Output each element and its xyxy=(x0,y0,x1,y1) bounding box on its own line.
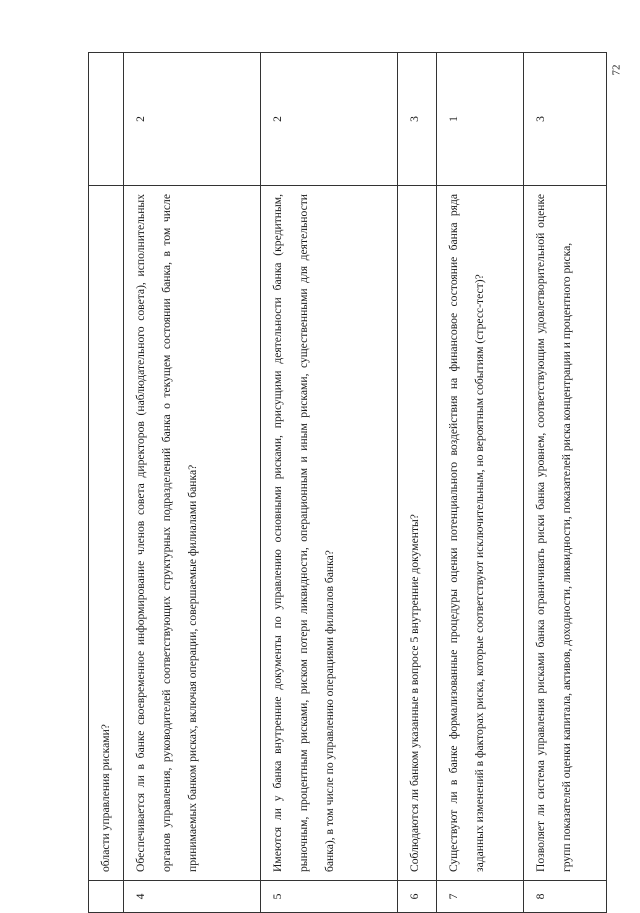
table-row xyxy=(524,53,607,913)
row-number-cell: 6 xyxy=(398,881,437,913)
score-cell: 3 xyxy=(398,53,437,186)
score-cell: 2 xyxy=(261,53,398,186)
questionnaire-table xyxy=(88,52,607,913)
table-row xyxy=(437,53,524,913)
table-row xyxy=(261,53,398,913)
question-cell: Обеспечивается ли в банке своевременное информирование членов совета директоров (наблюдательного совета), исполнительных органов управления, руководителей соответствующих структурных подразделений банка о текущем состоянии банка, в том числе принимаемых банком рисках, включая операции, совершаемые филиалами банка? xyxy=(124,186,261,881)
question-cell: области управления рисками? xyxy=(89,186,124,881)
row-number-cell: 5 xyxy=(261,881,398,913)
page-number: 72 xyxy=(610,64,623,76)
score-cell: 1 xyxy=(437,53,524,186)
row-number-cell: 8 xyxy=(524,881,607,913)
score-cell: 3 xyxy=(524,53,607,186)
question-cell: Имеются ли у банка внутренние документы по управлению основными рисками, присущими деятельности банка (кредитным, рыночным, процентным рисками, риском потери ликвидности, операционным и иным рисками, существенными для деятельности банка), в том числе по управлению операциями филиалов банка? xyxy=(261,186,398,881)
score-cell: 2 xyxy=(124,53,261,186)
score-cell xyxy=(89,53,124,186)
table-row xyxy=(398,53,437,913)
question-cell: Существуют ли в банке формализованные процедуры оценки потенциального воздействия на финансовое состояние банка ряда заданных изменений в факторах риска, которые соответствуют исключительным, но вероятным событиям (стресс-тест)? xyxy=(437,186,524,881)
question-cell: Соблюдаются ли банком указанные в вопросе 5 внутренние документы? xyxy=(398,186,437,881)
table-row xyxy=(89,53,124,913)
rotated-table-wrapper xyxy=(88,53,608,913)
table-row xyxy=(124,53,261,913)
row-number-cell: 4 xyxy=(124,881,261,913)
question-cell: Позволяет ли система управления рисками банка ограничивать риски банка уровнем, соответствующим удовлетворительной оценке групп показателей оценки капитала, активов, доходности, ликвидности, показателей риска концентрации и процентного риска, xyxy=(524,186,607,881)
row-number-cell: 7 xyxy=(437,881,524,913)
row-number-cell xyxy=(89,881,124,913)
